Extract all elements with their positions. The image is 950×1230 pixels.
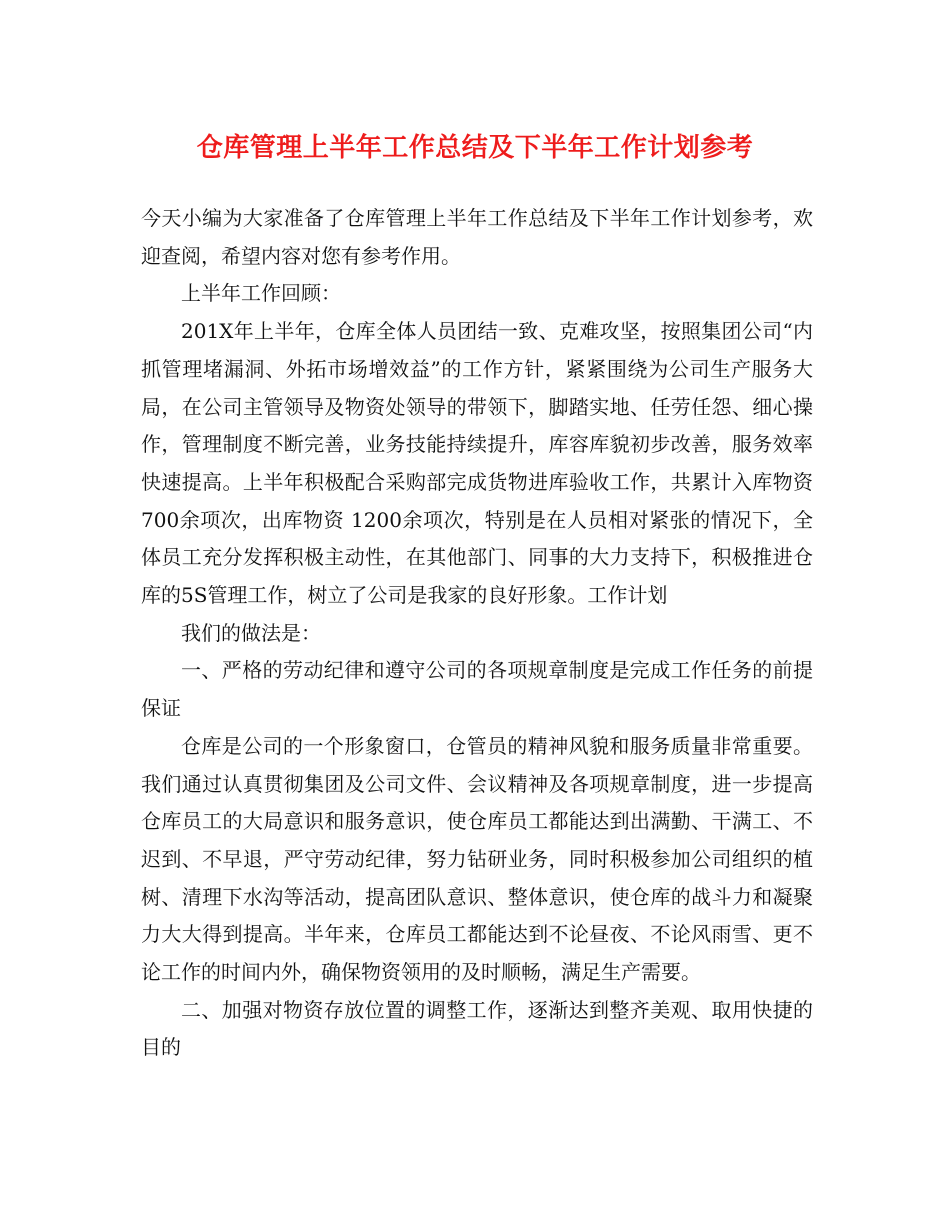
document-title: 仓库管理上半年工作总结及下半年工作计划参考 — [196, 133, 754, 163]
paragraph-heading-approach: 我们的做法是： — [181, 620, 321, 645]
paragraph-heading-review: 上半年工作回顾： — [181, 281, 341, 306]
document-body — [141, 200, 813, 1067]
paragraph-point-one-detail: 仓库是公司的一个形象窗口，仓管员的精神风貌和服务质量非常重要。我们通过认真贯彻集团及公司文件、会议精神及各项规章制度，进一步提高仓库员工的大局意识和服务意识，使仓库员工都能达到出满勤、干满工、不迟到、不早退，严守劳动纪律，努力钻研业务，同时积极参加公司组织的植树、清理下水沟等活动，提高团队意识、整体意识，使仓库的战斗力和凝聚力大大得到提高。半年来，仓库员工都能达到不论昼夜、不论风雨雪、更不论工作的时间内外，确保物资领用的及时顺畅，满足生产需要。 — [141, 733, 813, 985]
paragraph-intro: 今天小编为大家准备了仓库管理上半年工作总结及下半年工作计划参考，欢迎查阅，希望内容对您有参考作用。 — [141, 206, 813, 268]
paragraph-review: 201X年上半年，仓库全体人员团结一致、克难攻坚，按照集团公司“内抓管理堵漏洞、外拓市场增效益”的工作方针，紧紧围绕为公司生产服务大局，在公司主管领导及物资处领导的带领下，脚踏实地、任劳任怨、细心操作，管理制度不断完善，业务技能持续提升，库容库貌初步改善，服务效率快速提高。上半年积极配合采购部完成货物进库验收工作，共累计入库物资700余项次，出库物资 1200余项次，特别是在人员相对紧张的情况下，全体员工充分发挥积极主动性，在其他部门、同事的大力支持下，积极推进仓库的5S管理工作，树立了公司是我家的良好形象。工作计划 — [141, 319, 813, 608]
paragraph-point-two: 二、加强对物资存放位置的调整工作，逐渐达到整齐美观、取用快捷的目的 — [141, 997, 813, 1060]
paragraph-point-one: 一、严格的劳动纪律和遵守公司的各项规章制度是完成工作任务的前提保证 — [141, 658, 813, 721]
